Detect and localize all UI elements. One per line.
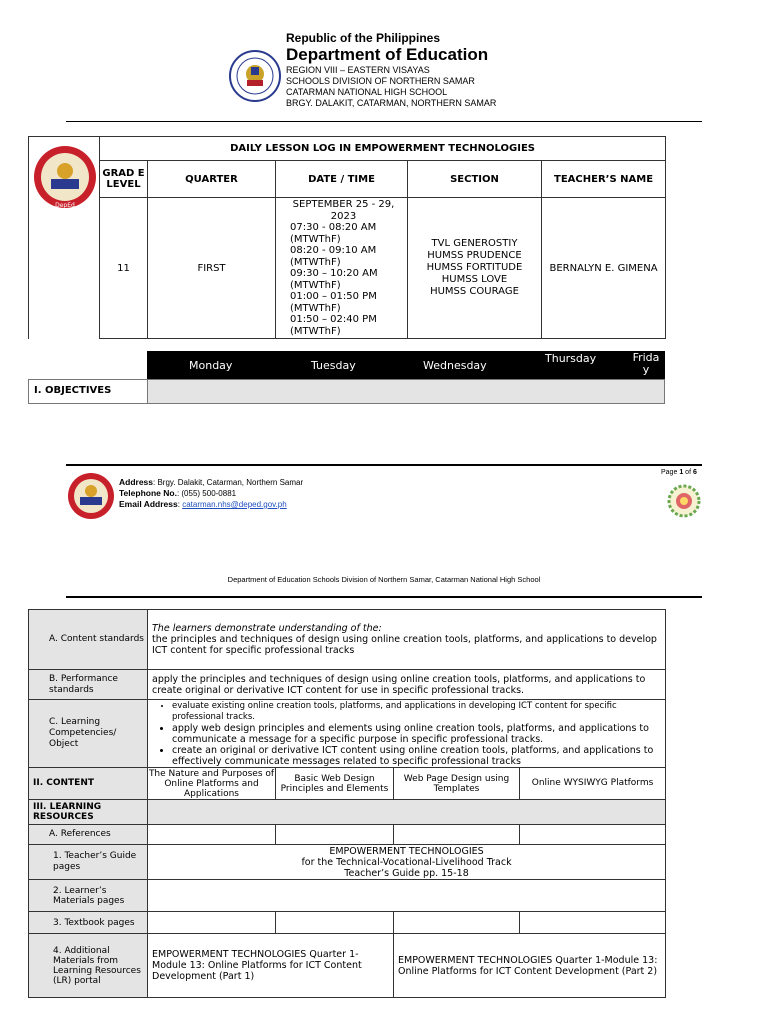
- page-total: 6: [692, 469, 697, 476]
- second-header-divider: [66, 596, 702, 598]
- additional-materials-left: EMPOWERMENT TECHNOLOGIES Quarter 1- Module 13: Online Platforms for ICT Content Development (Part 1): [148, 934, 394, 998]
- section-item: HUMSS PRUDENCE: [427, 250, 522, 261]
- content-standards-label: A. Content standards: [29, 610, 148, 670]
- contact-block: Address: Brgy. Dalakit, Catarman, Northern Samar Telephone No.: (055) 500-0881 Email Address: catarman.nhs@deped.gov.ph: [119, 477, 304, 509]
- objectives-fill: [148, 380, 664, 403]
- content-item: The Nature and Purposes of Online Platforms and Applications: [148, 768, 275, 799]
- competency-item: • evaluate existing online creation tools, platforms, and applications in developing ICT content for specific professional tracks.: [172, 701, 665, 723]
- content-standards-text: The learners demonstrate understanding of the: the principles and techniques of design using online creation tools, platforms, and applications to develop ICT content for specific professional tracks: [148, 610, 666, 670]
- svg-text:DepEd: DepEd: [55, 202, 75, 209]
- references-cell: [520, 825, 666, 845]
- section-item: HUMSS FORTITUDE: [426, 262, 523, 273]
- date-range: SEPTEMBER 25 - 29, 2023: [292, 199, 395, 222]
- day-tuesday: Tuesday: [311, 359, 356, 372]
- day-monday: Monday: [189, 359, 233, 372]
- competencies-list: [148, 700, 666, 768]
- col-quarter: QUARTER: [148, 161, 276, 198]
- teacher-value: BERNALYN E. GIMENA: [542, 198, 666, 339]
- content-item: Online WYSIWYG Platforms: [520, 768, 666, 800]
- section-item: TVL GENEROSTIY: [431, 238, 518, 249]
- competencies-label: C. Learning Competencies/ Object: [29, 700, 148, 768]
- references-cell: [148, 825, 276, 845]
- references-cell: [276, 825, 394, 845]
- email-label: Email Address: [119, 499, 178, 509]
- section-item: HUMSS COURAGE: [430, 286, 519, 297]
- learning-resources-fill: [148, 800, 666, 825]
- day-friday: Frida y: [632, 351, 660, 376]
- competency-item: • apply web design principles and elements using online creation tools, platforms, and applications to communicate a message for a specific purpose in specific professional tracks.: [172, 723, 665, 745]
- page-number: 1: [679, 469, 684, 476]
- textbook-cell: [520, 912, 666, 934]
- header-divider: [66, 121, 702, 122]
- learners-materials-cell: [148, 880, 666, 912]
- time-slot: 01:50 – 02:40 PM (MTWThF): [290, 314, 377, 337]
- objectives-label: I. OBJECTIVES: [29, 380, 148, 403]
- page-indicator: Page 1 of 6: [661, 469, 697, 476]
- date-time-cell: [276, 198, 408, 339]
- content-item: Web Page Design using Templates: [394, 768, 520, 800]
- time-slot: 07:30 - 08:20 AM (MTWThF): [290, 222, 377, 245]
- address-line: BRGY. DALAKIT, CATARMAN, NORTHERN SAMAR: [286, 98, 497, 108]
- textbook-label: 3. Textbook pages: [29, 912, 148, 934]
- objectives-row: [28, 379, 665, 404]
- textbook-cell: [394, 912, 520, 934]
- letterhead: [286, 32, 496, 109]
- content-label: II. CONTENT: [29, 768, 148, 800]
- second-page-header: Department of Education Schools Division of Northern Samar, Catarman National High School: [227, 575, 541, 584]
- log-title: DAILY LESSON LOG IN EMPOWERMENT TECHNOLOGIES: [100, 137, 666, 161]
- time-slot: 08:20 - 09:10 AM (MTWThF): [290, 245, 377, 268]
- school-seal-logo: [33, 141, 97, 217]
- sections-cell: [408, 198, 542, 339]
- footer-school-logo: [66, 470, 116, 526]
- time-slot: 09:30 – 10:20 AM (MTWThF): [290, 268, 378, 291]
- col-date-time: DATE / TIME: [276, 161, 408, 198]
- deped-seal-logo: [229, 50, 281, 102]
- division-line: SCHOOLS DIVISION OF NORTHERN SAMAR: [286, 76, 475, 86]
- lesson-plan-table: [28, 609, 666, 998]
- day-wednesday: Wednesday: [423, 359, 487, 372]
- learning-resources-label: III. LEARNING RESOURCES: [29, 800, 148, 825]
- address-value: Brgy. Dalakit, Catarman, Northern Samar: [157, 478, 304, 487]
- email-link[interactable]: catarman.nhs@deped.gov.ph: [182, 500, 287, 509]
- additional-materials-label: 4. Additional Materials from Learning Resources (LR) portal: [29, 934, 148, 998]
- footer-divider: [66, 464, 702, 466]
- competency-item: • create an original or derivative ICT content using online creation tools, platforms, and applications to effectively communicate messages related to specific professional tracks: [172, 745, 665, 767]
- performance-standards-text: apply the principles and techniques of design using online creation tools, platforms, and applications to create original or derivative ICT content for use in specific professional tracks.: [148, 670, 666, 700]
- weekday-header-bar: [147, 351, 665, 379]
- performance-standards-label: B. Performance standards: [29, 670, 148, 700]
- col-grade-level: GRAD E LEVEL: [100, 161, 148, 198]
- republic-title: Republic of the Philippines: [286, 31, 441, 45]
- additional-materials-right: EMPOWERMENT TECHNOLOGIES Quarter 1-Module 13: Online Platforms for ICT Content Development (Part 2): [394, 934, 666, 998]
- address-label: Address: [119, 477, 154, 487]
- day-thursday: Thursday: [545, 352, 597, 365]
- teachers-guide-label: 1. Teacher’s Guide pages: [29, 845, 148, 880]
- section-item: HUMSS LOVE: [441, 274, 508, 285]
- lesson-log-table: [99, 136, 666, 339]
- school-logo-cell: [28, 136, 99, 339]
- col-section: SECTION: [408, 161, 542, 198]
- time-slot: 01:00 – 01:50 PM (MTWThF): [290, 291, 377, 314]
- references-cell: [394, 825, 520, 845]
- references-label: A. References: [29, 825, 148, 845]
- learners-materials-label: 2. Learner’s Materials pages: [29, 880, 148, 912]
- grade-value: 11: [100, 198, 148, 339]
- phone-label: Telephone No.: [119, 488, 177, 498]
- department-title: Department of Education: [286, 45, 489, 64]
- matatag-badge-logo: [667, 484, 701, 522]
- textbook-cell: [276, 912, 394, 934]
- teachers-guide-text: EMPOWERMENT TECHNOLOGIES for the Technical-Vocational-Livelihood Track Teacher’s Guide pp. 15-18: [148, 845, 666, 880]
- textbook-cell: [148, 912, 276, 934]
- school-line: CATARMAN NATIONAL HIGH SCHOOL: [286, 87, 448, 97]
- content-item: Basic Web Design Principles and Elements: [276, 768, 394, 800]
- col-teacher: TEACHER’S NAME: [542, 161, 666, 198]
- phone-value: (055) 500-0881: [181, 489, 237, 498]
- region-line: REGION VIII – EASTERN VISAYAS: [286, 65, 430, 75]
- quarter-value: FIRST: [148, 198, 276, 339]
